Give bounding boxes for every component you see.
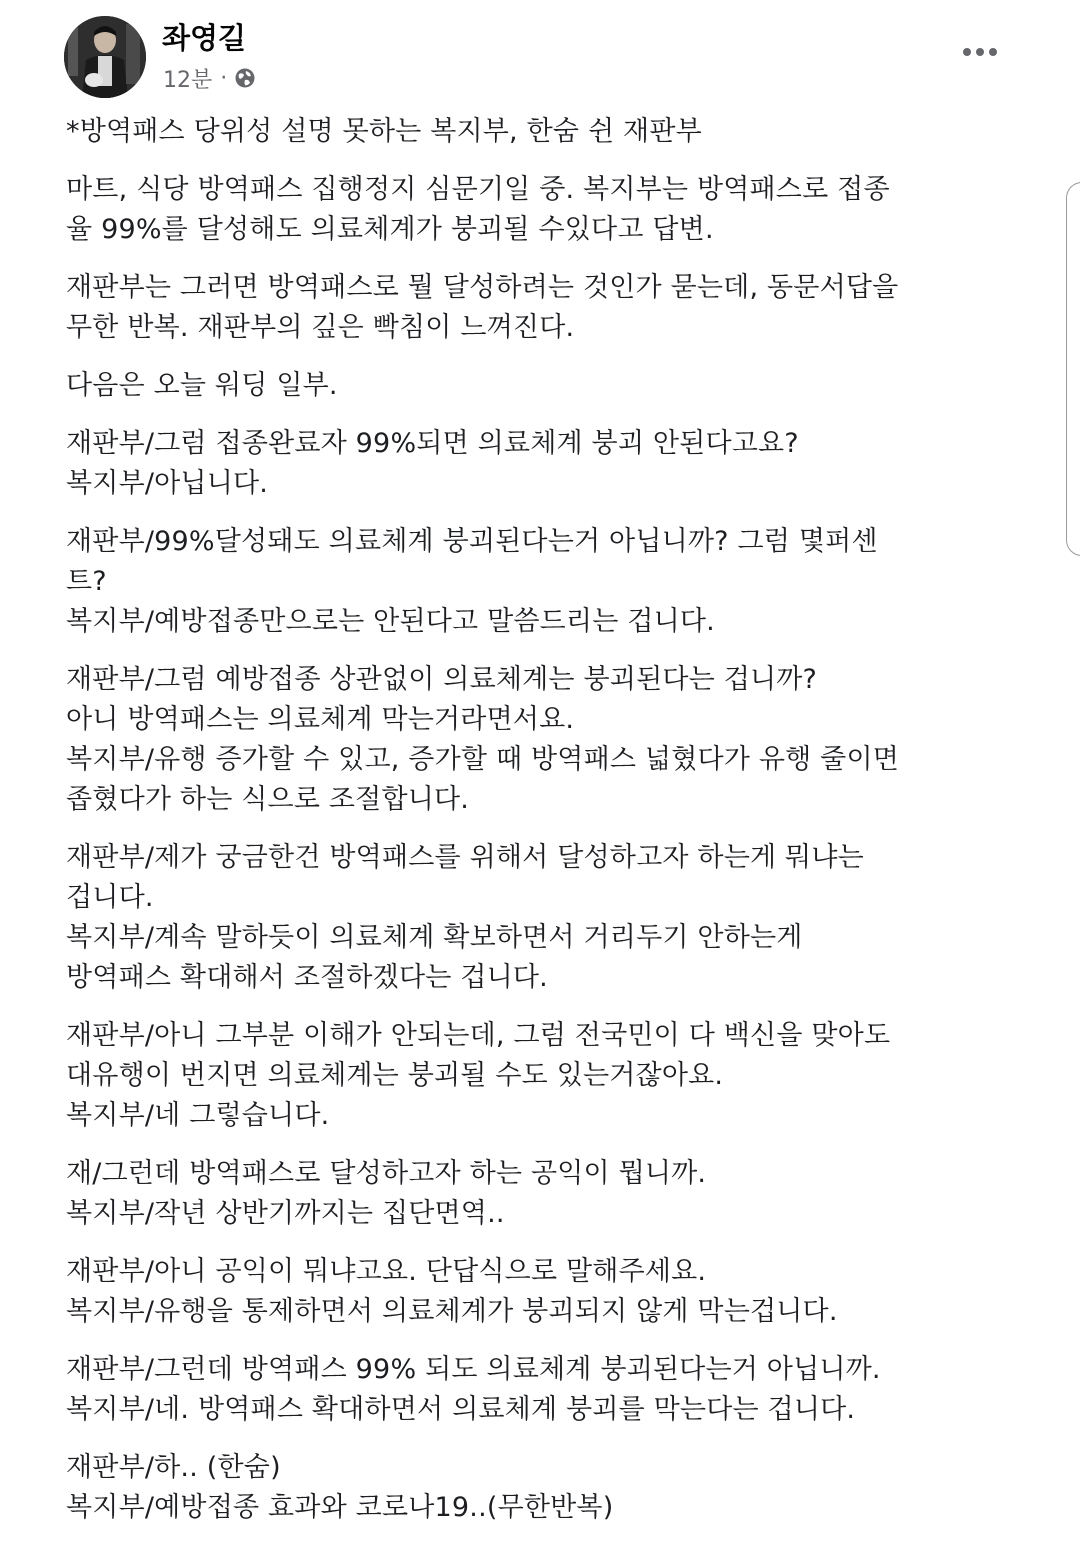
author-name[interactable]: 좌영길 — [162, 21, 247, 55]
post-paragraph — [66, 1154, 1046, 1234]
post-text-line: 재판부/그럼 예방접종 상관없이 의료체계는 붕괴된다는 겁니까? — [66, 664, 818, 695]
post-text-line: 복지부/예방접종만으로는 안된다고 말씀드리는 겁니다. — [66, 606, 715, 637]
post-text-line: *방역패스 당위성 설명 못하는 복지부, 한숨 쉰 재판부 — [66, 116, 702, 147]
post-text-line: 재판부/제가 궁금한건 방역패스를 위해서 달성하고자 하는게 뭐냐는 — [66, 842, 864, 873]
post-paragraph — [66, 1016, 1046, 1136]
post-paragraph — [66, 112, 1046, 152]
post-text-line: 무한 반복. 재판부의 깊은 빡침이 느껴진다. — [66, 312, 575, 343]
post-timestamp[interactable]: 12분 — [163, 67, 213, 93]
post-text-line: 복지부/네. 방역패스 확대하면서 의료체계 붕괴를 막는다는 겁니다. — [66, 1394, 856, 1425]
post-text-line: 재판부/그럼 접종완료자 99%되면 의료체계 붕괴 안된다고요? — [66, 428, 799, 459]
post-text-line: 복지부/예방접종 효과와 코로나19..(무한반복) — [66, 1492, 614, 1523]
post-paragraph — [66, 424, 1046, 504]
post-text-line: 복지부/유행 증가할 수 있고, 증가할 때 방역패스 넓혔다가 유행 줄이면 — [66, 744, 900, 775]
post-text-line: 율 99%를 달성해도 의료체계가 붕괴될 수있다고 답변. — [66, 214, 714, 245]
post-meta — [163, 62, 256, 94]
post-paragraph — [66, 1252, 1046, 1332]
post-text-line: 마트, 식당 방역패스 집행정지 심문기일 중. 복지부는 방역패스로 접종 — [66, 174, 890, 205]
post-text-line: 좁혔다가 하는 식으로 조절합니다. — [66, 784, 470, 815]
post-header — [64, 16, 1024, 100]
post-paragraph — [66, 1350, 1046, 1430]
post-text-line: 재판부는 그러면 방역패스로 뭘 달성하려는 것인가 묻는데, 동문서답을 — [66, 272, 899, 303]
meta-separator: · — [220, 65, 228, 91]
globe-icon[interactable] — [234, 67, 256, 89]
post-text-line: 트? — [66, 566, 107, 597]
post-text-line: 복지부/아닙니다. — [66, 468, 269, 499]
post-text-line: 겁니다. — [66, 882, 154, 913]
author-avatar[interactable] — [64, 16, 146, 98]
post-text-line: 재/그런데 방역패스로 달성하고자 하는 공익이 뭡니까. — [66, 1158, 707, 1189]
post-paragraph — [66, 838, 1046, 998]
post-paragraph — [66, 268, 1046, 348]
post-text-line: 다음은 오늘 워딩 일부. — [66, 370, 338, 401]
post-text-line: 복지부/계속 말하듯이 의료체계 확보하면서 거리두기 안하는게 — [66, 922, 803, 953]
post-text-line: 복지부/네 그렇습니다. — [66, 1100, 330, 1131]
post-body — [66, 112, 1046, 1546]
post-text-line: 재판부/99%달성돼도 의료체계 붕괴된다는거 아닙니까? 그럼 몇퍼센 — [66, 526, 878, 557]
post-text-line: 복지부/작년 상반기까지는 집단면역.. — [66, 1198, 505, 1229]
post-text-line: 아니 방역패스는 의료체계 막는거라면서요. — [66, 704, 575, 735]
post-text-line: 방역패스 확대해서 조절하겠다는 겁니다. — [66, 962, 548, 993]
more-options-icon — [962, 47, 998, 57]
post-paragraph — [66, 522, 1046, 642]
scrollbar[interactable] — [1066, 182, 1080, 556]
post-paragraph — [66, 170, 1046, 250]
more-options-button[interactable] — [944, 32, 1016, 72]
post-paragraph — [66, 366, 1046, 406]
post-paragraph — [66, 660, 1046, 820]
post-text-line: 재판부/하.. (한숨) — [66, 1452, 281, 1483]
post-text-line: 재판부/아니 그부분 이해가 안되는데, 그럼 전국민이 다 백신을 맞아도 — [66, 1020, 891, 1051]
post-text-line: 재판부/그런데 방역패스 99% 되도 의료체계 붕괴된다는거 아닙니까. — [66, 1354, 881, 1385]
post-paragraph — [66, 1448, 1046, 1528]
post-text-line: 복지부/유행을 통제하면서 의료체계가 붕괴되지 않게 막는겁니다. — [66, 1296, 838, 1327]
avatar-photo-icon — [64, 16, 146, 98]
post-text-line: 재판부/아니 공익이 뭐냐고요. 단답식으로 말해주세요. — [66, 1256, 707, 1287]
post-text-line: 대유행이 번지면 의료체계는 붕괴될 수도 있는거잖아요. — [66, 1060, 724, 1091]
